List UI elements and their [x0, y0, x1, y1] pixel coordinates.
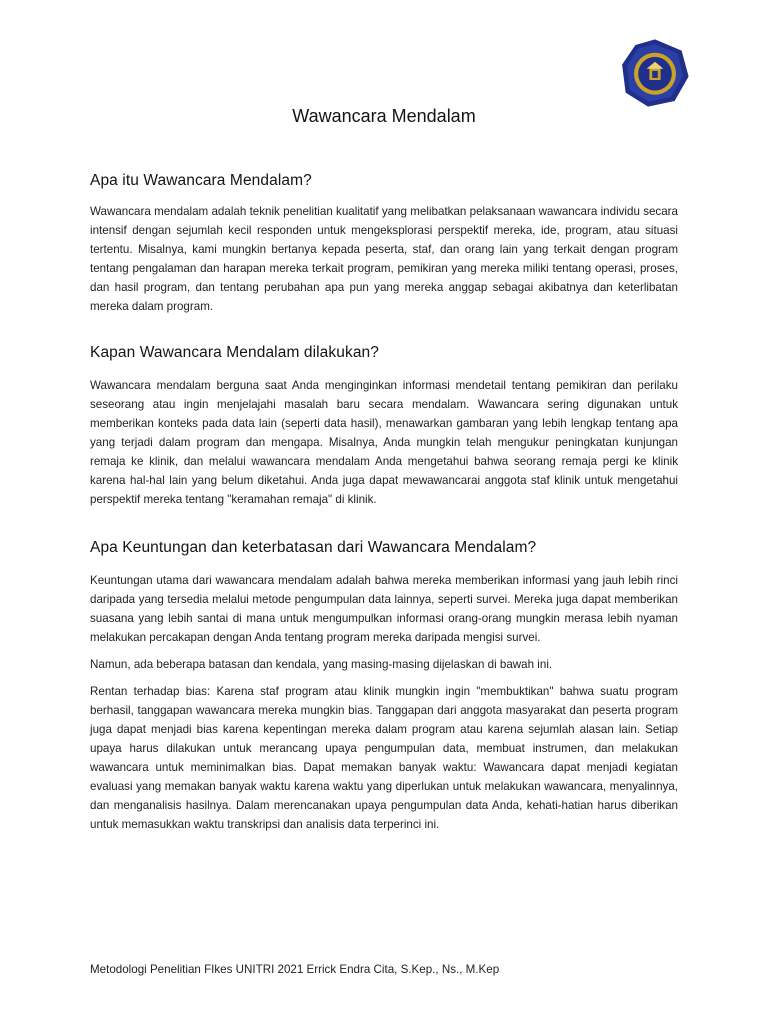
- document-title: Wawancara Mendalam: [292, 106, 476, 126]
- page-footer: Metodologi Penelitian FIkes UNITRI 2021 Errick Endra Cita, S.Kep., Ns., M.Kep: [90, 963, 500, 976]
- section-heading: Kapan Wawancara Mendalam dilakukan?: [90, 344, 379, 361]
- section-heading: Apa itu Wawancara Mendalam?: [90, 172, 312, 189]
- university-seal-icon: [620, 38, 690, 108]
- section-heading: Apa Keuntungan dan keterbatasan dari Wawancara Mendalam?: [90, 539, 537, 556]
- section-pros-cons: [90, 537, 678, 834]
- document-body: [90, 170, 678, 834]
- section-what-is: [90, 170, 678, 316]
- paragraph: Wawancara mendalam adalah teknik penelitian kualitatif yang melibatkan pelaksanaan wawancara individu secara intensif dengan sejumlah kecil responden untuk mengeksplorasi perspektif mereka, ide, program, atau situasi tertentu. Misalnya, kami mungkin bertanya kepada peserta, staf, dan orang lain yang terkait dengan program tentang pengalaman dan harapan mereka terkait program, pemikiran yang mereka miliki tentang operasi, proses, dan hasil program, dan tentang perubahan apa pun yang mereka anggap sebagai akibatnya dan keterlibatan mereka dalam program.: [90, 205, 678, 313]
- paragraph: Rentan terhadap bias: Karena staf program atau klinik mungkin ingin "membuktikan" bahwa suatu program berhasil, tanggapan wawancara mereka mungkin bias. Tanggapan dari anggota masyarakat dan peserta program juga dapat menjadi bias karena kepentingan mereka dalam program atau karena sejumlah alasan lain. Setiap upaya harus dilakukan untuk merancang upaya pengumpulan data, membuat instrumen, dan melakukan wawancara untuk meminimalkan bias. Dapat memakan banyak waktu: Wawancara dapat menjadi kegiatan evaluasi yang memakan banyak waktu karena waktu yang diperlukan untuk melakukan wawancara, menyalinnya, dan menganalisis hasilnya. Dalam merencanakan upaya pengumpulan data Anda, kehati-hatian harus diberikan untuk memasukkan waktu transkripsi dan analisis data terperinci ini.: [90, 685, 678, 831]
- section-when: [90, 342, 678, 509]
- paragraph: Keuntungan utama dari wawancara mendalam adalah bahwa mereka memberikan informasi yang jauh lebih rinci daripada yang tersedia melalui metode pengumpulan data lainnya, seperti survei. Mereka juga dapat memberikan suasana yang lebih santai di mana untuk mengumpulkan informasi orang-orang mungkin merasa lebih nyaman melakukan percakapan dengan Anda tentang program mereka daripada mengisi survei.: [90, 574, 678, 644]
- paragraph: Wawancara mendalam berguna saat Anda menginginkan informasi mendetail tentang pemikiran dan perilaku seseorang atau ingin menjelajahi masalah baru secara mendalam. Wawancara sering digunakan untuk memberikan konteks pada data lain (seperti data hasil), menawarkan gambaran yang lebih lengkap tentang apa yang terjadi dalam program dan mengapa. Misalnya, Anda mungkin telah mengukur peningkatan kunjungan remaja ke klinik, dan melalui wawancara mendalam Anda mengetahui bahwa seorang remaja pergi ke klinik karena hal-hal lain yang belum diketahui. Anda juga dapat mewawancarai anggota staf klinik untuk mengetahui perspektif mereka tentang "keramahan remaja" di klinik.: [90, 379, 678, 506]
- paragraph: Namun, ada beberapa batasan dan kendala, yang masing-masing dijelaskan di bawah ini.: [90, 658, 553, 671]
